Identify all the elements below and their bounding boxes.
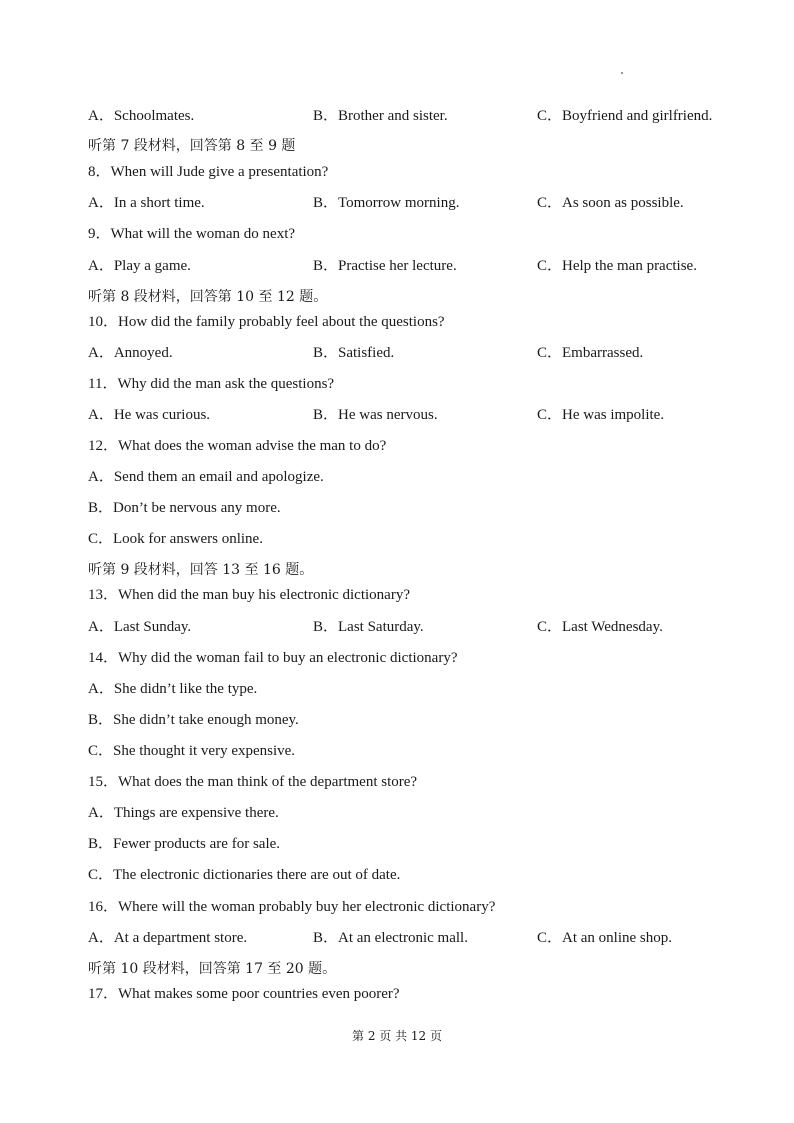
q15-option-c: C．The electronic dictionaries there are out of date. [88, 867, 401, 883]
q7-option-a: A．Schoolmates. [88, 108, 195, 124]
q9-option-c: C．Help the man practise. [537, 258, 697, 274]
q11-option-c: C．He was impolite. [537, 407, 665, 423]
q14-option-c: C．She thought it very expensive. [88, 743, 296, 759]
section-heading-10: 听第 10 段材料，回答第 17 至 20 题。 [88, 961, 337, 977]
q10-option-a: A．Annoyed. [88, 345, 173, 361]
q12-option-b: B．Don’t be nervous any more. [88, 500, 281, 516]
section-heading-7: 听第 7 段材料，回答第 8 至 9 题 [88, 138, 296, 154]
q13-option-b: B．Last Saturday. [313, 619, 424, 635]
q9-option-a: A．Play a game. [88, 258, 191, 274]
q13-option-a: A．Last Sunday. [88, 619, 192, 635]
q11-option-a: A．He was curious. [88, 407, 211, 423]
q11-option-b: B．He was nervous. [313, 407, 438, 423]
question-16-stem: 16．Where will the woman probably buy her electronic dictionary? [88, 899, 496, 915]
q16-option-a: A．At a department store. [88, 930, 248, 946]
q14-option-a: A．She didn’t like the type. [88, 681, 258, 697]
q16-option-b: B．At an electronic mall. [313, 930, 468, 946]
q12-option-a: A．Send them an email and apologize. [88, 469, 324, 485]
q8-option-a: A．In a short time. [88, 195, 205, 211]
scan-dot [621, 72, 623, 74]
q9-option-b: B．Practise her lecture. [313, 258, 457, 274]
q7-option-c: C．Boyfriend and girlfriend. [537, 108, 713, 124]
question-10-stem: 10．How did the family probably feel about the questions? [88, 314, 445, 330]
q13-option-c: C．Last Wednesday. [537, 619, 663, 635]
q12-option-c: C．Look for answers online. [88, 531, 263, 547]
q10-option-b: B．Satisfied. [313, 345, 395, 361]
q15-option-b: B．Fewer products are for sale. [88, 836, 281, 852]
question-12-stem: 12．What does the woman advise the man to do? [88, 438, 387, 454]
q14-option-b: B．She didn’t take enough money. [88, 712, 299, 728]
page-footer: 第 2 页 共 12 页 [352, 1029, 442, 1043]
question-17-stem: 17．What makes some poor countries even poorer? [88, 986, 400, 1002]
q16-option-c: C．At an online shop. [537, 930, 672, 946]
q8-option-b: B．Tomorrow morning. [313, 195, 460, 211]
question-13-stem: 13．When did the man buy his electronic dictionary? [88, 587, 410, 603]
question-14-stem: 14．Why did the woman fail to buy an electronic dictionary? [88, 650, 458, 666]
q8-option-c: C．As soon as possible. [537, 195, 684, 211]
question-8-stem: 8．When will Jude give a presentation? [88, 164, 329, 180]
question-15-stem: 15．What does the man think of the department store? [88, 774, 418, 790]
q15-option-a: A．Things are expensive there. [88, 805, 279, 821]
q10-option-c: C．Embarrassed. [537, 345, 644, 361]
question-11-stem: 11．Why did the man ask the questions? [88, 376, 335, 392]
q7-option-b: B．Brother and sister. [313, 108, 448, 124]
question-9-stem: 9．What will the woman do next? [88, 226, 296, 242]
section-heading-9: 听第 9 段材料，回答 13 至 16 题。 [88, 562, 314, 578]
section-heading-8: 听第 8 段材料，回答第 10 至 12 题。 [88, 289, 328, 305]
